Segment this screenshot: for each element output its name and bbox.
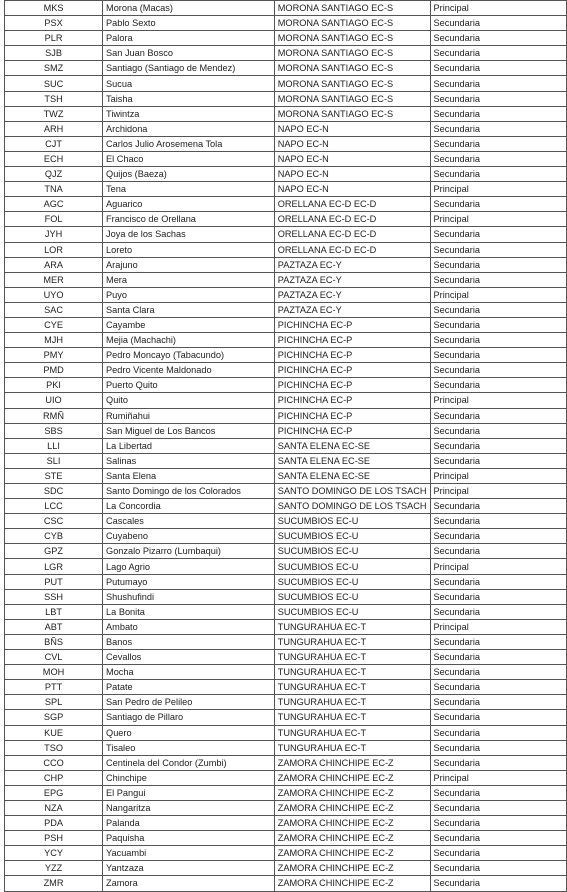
code-cell: PLR: [5, 31, 103, 46]
table-row: [5, 740, 567, 755]
type-cell: Secundaria: [430, 604, 567, 619]
canton-cell: Santa Clara: [103, 302, 275, 317]
code-cell: EPG: [5, 785, 103, 800]
canton-cell: Aguarico: [103, 197, 275, 212]
province-cell: ZAMORA CHINCHIPE EC-Z: [274, 755, 430, 770]
type-cell: Secundaria: [430, 529, 567, 544]
table-row: [5, 227, 567, 242]
code-cell: PMY: [5, 348, 103, 363]
province-cell: SUCUMBIOS EC-U: [274, 514, 430, 529]
province-cell: SUCUMBIOS EC-U: [274, 604, 430, 619]
code-cell: KUE: [5, 725, 103, 740]
table-row: [5, 665, 567, 680]
code-cell: PKI: [5, 378, 103, 393]
canton-cell: Centinela del Condor (Zumbi): [103, 755, 275, 770]
province-cell: NAPO EC-N: [274, 121, 430, 136]
table-row: [5, 136, 567, 151]
table-row: [5, 499, 567, 514]
type-cell: Secundaria: [430, 333, 567, 348]
table-row: [5, 695, 567, 710]
table-row: [5, 650, 567, 665]
canton-cell: Mocha: [103, 665, 275, 680]
canton-cell: La Libertad: [103, 438, 275, 453]
type-cell: Principal: [430, 182, 567, 197]
code-cell: CYB: [5, 529, 103, 544]
province-cell: TUNGURAHUA EC-T: [274, 634, 430, 649]
canton-cell: Rumiñahui: [103, 408, 275, 423]
province-cell: NAPO EC-N: [274, 136, 430, 151]
province-cell: ORELLANA EC-D EC-D: [274, 242, 430, 257]
code-cell: ARH: [5, 121, 103, 136]
code-cell: BÑS: [5, 634, 103, 649]
code-cell: AGC: [5, 197, 103, 212]
code-cell: ECH: [5, 151, 103, 166]
table-row: [5, 438, 567, 453]
table-row: [5, 710, 567, 725]
type-cell: Secundaria: [430, 680, 567, 695]
province-cell: PICHINCHA EC-P: [274, 333, 430, 348]
type-cell: Secundaria: [430, 408, 567, 423]
province-cell: TUNGURAHUA EC-T: [274, 695, 430, 710]
canton-cell: Lago Agrio: [103, 559, 275, 574]
type-cell: Secundaria: [430, 76, 567, 91]
code-cell: PDA: [5, 816, 103, 831]
province-cell: TUNGURAHUA EC-T: [274, 650, 430, 665]
table-row: [5, 559, 567, 574]
province-cell: MORONA SANTIAGO EC-S: [274, 76, 430, 91]
province-cell: SANTO DOMINGO DE LOS TSACH: [274, 484, 430, 499]
province-cell: SUCUMBIOS EC-U: [274, 559, 430, 574]
table-row: [5, 348, 567, 363]
type-cell: Secundaria: [430, 453, 567, 468]
type-cell: Secundaria: [430, 151, 567, 166]
table-row: [5, 363, 567, 378]
table-row: [5, 680, 567, 695]
table-row: [5, 453, 567, 468]
type-cell: Secundaria: [430, 876, 567, 891]
table-row: [5, 589, 567, 604]
province-cell: PICHINCHA EC-P: [274, 317, 430, 332]
canton-cell: Francisco de Orellana: [103, 212, 275, 227]
canton-cell: El Pangui: [103, 785, 275, 800]
canton-cell: Archidona: [103, 121, 275, 136]
type-cell: Secundaria: [430, 121, 567, 136]
province-cell: SUCUMBIOS EC-U: [274, 589, 430, 604]
canton-cell: San Juan Bosco: [103, 46, 275, 61]
type-cell: Secundaria: [430, 363, 567, 378]
canton-cell: Tisaleo: [103, 740, 275, 755]
type-cell: Secundaria: [430, 634, 567, 649]
type-cell: Secundaria: [430, 31, 567, 46]
code-cell: RMÑ: [5, 408, 103, 423]
canton-cell: Mejia (Machachi): [103, 333, 275, 348]
province-cell: MORONA SANTIAGO EC-S: [274, 106, 430, 121]
type-cell: Secundaria: [430, 725, 567, 740]
code-cell: CSC: [5, 514, 103, 529]
code-cell: LCC: [5, 499, 103, 514]
province-cell: SANTA ELENA EC-SE: [274, 453, 430, 468]
type-cell: Secundaria: [430, 846, 567, 861]
code-cell: ARA: [5, 257, 103, 272]
canton-cell: Sucua: [103, 76, 275, 91]
type-cell: Principal: [430, 1, 567, 16]
type-cell: Secundaria: [430, 46, 567, 61]
code-cell: JYH: [5, 227, 103, 242]
code-cell: SSH: [5, 589, 103, 604]
canton-cell: Mera: [103, 272, 275, 287]
province-cell: ORELLANA EC-D EC-D: [274, 227, 430, 242]
table-row: [5, 121, 567, 136]
code-cell: SBS: [5, 423, 103, 438]
table-row: [5, 378, 567, 393]
table-row: [5, 876, 567, 891]
canton-cell: Puyo: [103, 287, 275, 302]
canton-cell: Santiago de Pillaro: [103, 710, 275, 725]
code-cell: CCO: [5, 755, 103, 770]
canton-cell: Tena: [103, 182, 275, 197]
type-cell: Secundaria: [430, 272, 567, 287]
code-cell: SUC: [5, 76, 103, 91]
canton-cell: Paquisha: [103, 831, 275, 846]
canton-cell: Cuyabeno: [103, 529, 275, 544]
province-cell: NAPO EC-N: [274, 151, 430, 166]
table-row: [5, 257, 567, 272]
canton-cell: Banos: [103, 634, 275, 649]
table-row: [5, 725, 567, 740]
type-cell: Secundaria: [430, 650, 567, 665]
table-row: [5, 785, 567, 800]
table-row: [5, 544, 567, 559]
province-cell: MORONA SANTIAGO EC-S: [274, 31, 430, 46]
province-cell: PAZTAZA EC-Y: [274, 272, 430, 287]
canton-cell: La Bonita: [103, 604, 275, 619]
type-cell: Principal: [430, 468, 567, 483]
code-cell: TSH: [5, 91, 103, 106]
table-row: [5, 393, 567, 408]
table-row: [5, 634, 567, 649]
province-cell: MORONA SANTIAGO EC-S: [274, 1, 430, 16]
province-cell: PAZTAZA EC-Y: [274, 287, 430, 302]
province-cell: ZAMORA CHINCHIPE EC-Z: [274, 861, 430, 876]
code-cell: PSH: [5, 831, 103, 846]
canton-cell: Cascales: [103, 514, 275, 529]
canton-cell: Yacuambi: [103, 846, 275, 861]
code-cell: MJH: [5, 333, 103, 348]
code-cell: LLI: [5, 438, 103, 453]
type-cell: Secundaria: [430, 785, 567, 800]
code-cell: PSX: [5, 16, 103, 31]
province-cell: MORONA SANTIAGO EC-S: [274, 16, 430, 31]
table-row: [5, 816, 567, 831]
type-cell: Secundaria: [430, 438, 567, 453]
type-cell: Secundaria: [430, 514, 567, 529]
code-cell: CYE: [5, 317, 103, 332]
province-cell: TUNGURAHUA EC-T: [274, 619, 430, 634]
table-row: [5, 831, 567, 846]
code-cell: GPZ: [5, 544, 103, 559]
code-cell: LGR: [5, 559, 103, 574]
type-cell: Secundaria: [430, 197, 567, 212]
province-cell: NAPO EC-N: [274, 167, 430, 182]
province-cell: SANTO DOMINGO DE LOS TSACH: [274, 499, 430, 514]
province-cell: TUNGURAHUA EC-T: [274, 740, 430, 755]
code-cell: STE: [5, 468, 103, 483]
code-cell: CVL: [5, 650, 103, 665]
province-cell: MORONA SANTIAGO EC-S: [274, 91, 430, 106]
code-cell: PTT: [5, 680, 103, 695]
code-cell: TNA: [5, 182, 103, 197]
type-cell: Secundaria: [430, 740, 567, 755]
type-cell: Secundaria: [430, 800, 567, 815]
province-cell: SUCUMBIOS EC-U: [274, 544, 430, 559]
table-row: [5, 167, 567, 182]
canton-cell: Gonzalo Pizarro (Lumbaqui): [103, 544, 275, 559]
code-cell: SDC: [5, 484, 103, 499]
province-cell: NAPO EC-N: [274, 182, 430, 197]
table-row: [5, 106, 567, 121]
canton-cell: Morona (Macas): [103, 1, 275, 16]
type-cell: Secundaria: [430, 710, 567, 725]
table-row: [5, 484, 567, 499]
table-row: [5, 333, 567, 348]
code-cell: PUT: [5, 574, 103, 589]
table-row: [5, 287, 567, 302]
province-cell: TUNGURAHUA EC-T: [274, 665, 430, 680]
canton-cell: Quito: [103, 393, 275, 408]
table-row: [5, 423, 567, 438]
code-cell: PMD: [5, 363, 103, 378]
province-cell: SUCUMBIOS EC-U: [274, 574, 430, 589]
type-cell: Principal: [430, 212, 567, 227]
canton-cell: Cevallos: [103, 650, 275, 665]
province-cell: ZAMORA CHINCHIPE EC-Z: [274, 800, 430, 815]
canton-cell: Joya de los Sachas: [103, 227, 275, 242]
province-cell: PICHINCHA EC-P: [274, 378, 430, 393]
table-row: [5, 800, 567, 815]
canton-cell: Zamora: [103, 876, 275, 891]
type-cell: Principal: [430, 559, 567, 574]
type-cell: Secundaria: [430, 317, 567, 332]
canton-cell: Pablo Sexto: [103, 16, 275, 31]
type-cell: Secundaria: [430, 695, 567, 710]
type-cell: Secundaria: [430, 816, 567, 831]
table-row: [5, 31, 567, 46]
code-cell: LBT: [5, 604, 103, 619]
canton-cell: Pedro Vicente Maldonado: [103, 363, 275, 378]
province-cell: ZAMORA CHINCHIPE EC-Z: [274, 816, 430, 831]
table-row: [5, 529, 567, 544]
province-cell: ZAMORA CHINCHIPE EC-Z: [274, 770, 430, 785]
table-row: [5, 468, 567, 483]
type-cell: Secundaria: [430, 755, 567, 770]
province-cell: PICHINCHA EC-P: [274, 363, 430, 378]
canton-cell: Palora: [103, 31, 275, 46]
province-cell: ORELLANA EC-D EC-D: [274, 197, 430, 212]
type-cell: Secundaria: [430, 423, 567, 438]
canton-cell: San Miguel de Los Bancos: [103, 423, 275, 438]
canton-cell: San Pedro de Pelileo: [103, 695, 275, 710]
table-row: [5, 61, 567, 76]
table-row: [5, 514, 567, 529]
canton-cell: Ambato: [103, 619, 275, 634]
canton-cell: Santo Domingo de los Colorados: [103, 484, 275, 499]
province-cell: ZAMORA CHINCHIPE EC-Z: [274, 785, 430, 800]
code-cell: SAC: [5, 302, 103, 317]
code-cell: SJB: [5, 46, 103, 61]
code-cell: NZA: [5, 800, 103, 815]
canton-cell: Quijos (Baeza): [103, 167, 275, 182]
type-cell: Secundaria: [430, 499, 567, 514]
province-cell: TUNGURAHUA EC-T: [274, 680, 430, 695]
province-cell: PAZTAZA EC-Y: [274, 302, 430, 317]
airport-code-table: [4, 0, 567, 892]
code-cell: UYO: [5, 287, 103, 302]
canton-cell: La Concordia: [103, 499, 275, 514]
code-cell: CJT: [5, 136, 103, 151]
code-cell: SLI: [5, 453, 103, 468]
code-cell: SMZ: [5, 61, 103, 76]
canton-cell: Putumayo: [103, 574, 275, 589]
table-row: [5, 317, 567, 332]
table-row: [5, 755, 567, 770]
province-cell: ZAMORA CHINCHIPE EC-Z: [274, 846, 430, 861]
province-cell: PAZTAZA EC-Y: [274, 257, 430, 272]
province-cell: PICHINCHA EC-P: [274, 408, 430, 423]
table-row: [5, 272, 567, 287]
table-row: [5, 861, 567, 876]
table-row: [5, 197, 567, 212]
canton-cell: Pedro Moncayo (Tabacundo): [103, 348, 275, 363]
code-cell: LOR: [5, 242, 103, 257]
province-cell: TUNGURAHUA EC-T: [274, 710, 430, 725]
type-cell: Secundaria: [430, 136, 567, 151]
table-row: [5, 408, 567, 423]
table-row: [5, 46, 567, 61]
type-cell: Principal: [430, 619, 567, 634]
canton-cell: Salinas: [103, 453, 275, 468]
canton-cell: Loreto: [103, 242, 275, 257]
type-cell: Secundaria: [430, 167, 567, 182]
type-cell: Secundaria: [430, 861, 567, 876]
table-row: [5, 619, 567, 634]
code-cell: ABT: [5, 619, 103, 634]
type-cell: Secundaria: [430, 831, 567, 846]
table-row: [5, 242, 567, 257]
type-cell: Secundaria: [430, 348, 567, 363]
table-row: [5, 212, 567, 227]
type-cell: Secundaria: [430, 227, 567, 242]
code-cell: TSO: [5, 740, 103, 755]
table-row: [5, 182, 567, 197]
type-cell: Secundaria: [430, 242, 567, 257]
code-cell: SPL: [5, 695, 103, 710]
canton-cell: Santiago (Santiago de Mendez): [103, 61, 275, 76]
table-row: [5, 574, 567, 589]
type-cell: Principal: [430, 484, 567, 499]
type-cell: Secundaria: [430, 257, 567, 272]
code-cell: QJZ: [5, 167, 103, 182]
type-cell: Secundaria: [430, 16, 567, 31]
canton-cell: Patate: [103, 680, 275, 695]
province-cell: SANTA ELENA EC-SE: [274, 468, 430, 483]
code-cell: FOL: [5, 212, 103, 227]
canton-cell: Arajuno: [103, 257, 275, 272]
canton-cell: Palanda: [103, 816, 275, 831]
table-row: [5, 76, 567, 91]
code-cell: MOH: [5, 665, 103, 680]
canton-cell: Puerto Quito: [103, 378, 275, 393]
code-cell: MER: [5, 272, 103, 287]
canton-cell: Chinchipe: [103, 770, 275, 785]
type-cell: Secundaria: [430, 574, 567, 589]
canton-cell: Taisha: [103, 91, 275, 106]
type-cell: Principal: [430, 287, 567, 302]
code-cell: YCY: [5, 846, 103, 861]
province-cell: MORONA SANTIAGO EC-S: [274, 46, 430, 61]
type-cell: Principal: [430, 393, 567, 408]
type-cell: Secundaria: [430, 589, 567, 604]
type-cell: Secundaria: [430, 302, 567, 317]
table-row: [5, 302, 567, 317]
type-cell: Secundaria: [430, 544, 567, 559]
province-cell: PICHINCHA EC-P: [274, 423, 430, 438]
canton-cell: Shushufindi: [103, 589, 275, 604]
province-cell: ORELLANA EC-D EC-D: [274, 212, 430, 227]
code-cell: TWZ: [5, 106, 103, 121]
province-cell: MORONA SANTIAGO EC-S: [274, 61, 430, 76]
province-cell: ZAMORA CHINCHIPE EC-Z: [274, 831, 430, 846]
canton-cell: Carlos Julio Arosemena Tola: [103, 136, 275, 151]
province-cell: SANTA ELENA EC-SE: [274, 438, 430, 453]
table-row: [5, 1, 567, 16]
province-cell: PICHINCHA EC-P: [274, 348, 430, 363]
canton-cell: Yantzaza: [103, 861, 275, 876]
canton-cell: Quero: [103, 725, 275, 740]
table-row: [5, 16, 567, 31]
type-cell: Secundaria: [430, 61, 567, 76]
province-cell: TUNGURAHUA EC-T: [274, 725, 430, 740]
canton-cell: Santa Elena: [103, 468, 275, 483]
type-cell: Secundaria: [430, 106, 567, 121]
code-cell: YZZ: [5, 861, 103, 876]
type-cell: Secundaria: [430, 378, 567, 393]
canton-cell: El Chaco: [103, 151, 275, 166]
canton-cell: Cayambe: [103, 317, 275, 332]
province-cell: ZAMORA CHINCHIPE EC-Z: [274, 876, 430, 891]
province-cell: SUCUMBIOS EC-U: [274, 529, 430, 544]
province-cell: PICHINCHA EC-P: [274, 393, 430, 408]
table-body: [5, 1, 567, 892]
code-cell: CHP: [5, 770, 103, 785]
table-row: [5, 151, 567, 166]
table-row: [5, 770, 567, 785]
type-cell: Secundaria: [430, 91, 567, 106]
code-cell: SGP: [5, 710, 103, 725]
code-cell: UIO: [5, 393, 103, 408]
canton-cell: Nangaritza: [103, 800, 275, 815]
table-row: [5, 604, 567, 619]
code-cell: ZMR: [5, 876, 103, 891]
type-cell: Principal: [430, 770, 567, 785]
type-cell: Secundaria: [430, 665, 567, 680]
table-row: [5, 846, 567, 861]
table-row: [5, 91, 567, 106]
canton-cell: Tiwintza: [103, 106, 275, 121]
code-cell: MKS: [5, 1, 103, 16]
